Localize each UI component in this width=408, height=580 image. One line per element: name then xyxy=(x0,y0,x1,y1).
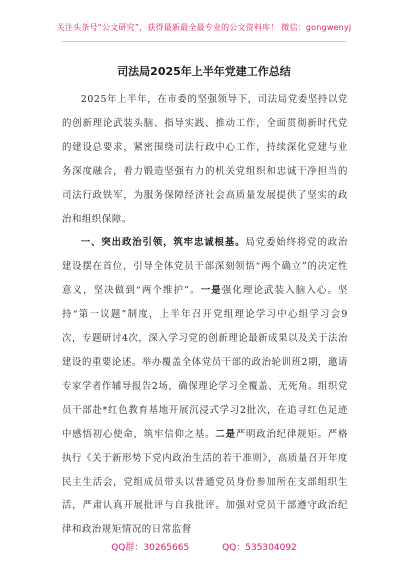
section1-emphasis-2: 二是 xyxy=(215,428,236,440)
header-banner: 关注头条号“公文研究”，获得最新最全最专业的公文资料库！ 微信：gongwenyj xyxy=(56,23,352,32)
header-divider xyxy=(62,41,346,42)
section1-text-1: 局党委始终将党的政治建设摆在首位，引导全体党员干部深刻领悟“两个确立”的决定性意义，坚决做到“两个维护”。 xyxy=(62,237,348,297)
section1-heading: 一、突出政治引领，筑牢忠诚根基。 xyxy=(80,237,246,249)
section1-paragraph xyxy=(62,231,348,542)
footer-qq: QQ：535304092 xyxy=(222,543,297,553)
document-body xyxy=(62,88,348,542)
intro-paragraph: 2025年上半年，在市委的坚强领导下，司法局党委坚持以党的创新理论武装头脑、指导实践、推动工作，全面贯彻新时代党的建设总要求，紧密围绕司法行政中心工作，持续深化党建与业务深度融合，着力锻造坚强有力的机关党组织和忠诚干净担当的司法行政铁军，为服务保障经济社会高质量发展提供了坚实的政治和组织保障。 xyxy=(62,94,348,225)
section1-emphasis-1: 一是 xyxy=(200,285,222,297)
section1-text-3: 严明政治纪律规矩。严格执行《关于新形势下党内政治生活的若干准则》，高质量召开年度民主生活会，党组成员带头以普通党员身份参加所在支部组织生活，严肃认真开展批评与自我批评。加强对党员干部遵守政治纪律和政治规矩情况的日常监督 xyxy=(62,428,348,536)
document-title: 司法局2025年上半年党建工作总结 xyxy=(117,65,291,78)
footer-contacts xyxy=(0,540,408,553)
section1-text-2: 强化理论武装入脑入心。坚持“第一议题”制度，上半年召开党组理论学习中心组学习会9次，专题研讨4次，深入学习党的创新理论最新成果以及关于法治建设的重要论述。举办覆盖全体党员干部的政治轮训班2期，邀请专家学者作辅导报告2场，确保理论学习全覆盖、无死角。组织党员干部赴*红色教育基地开展沉浸式学习2批次，在追寻红色足迹中感悟初心使命，筑牢信仰之基。 xyxy=(62,285,348,440)
footer-qq-group: QQ群：30265665 xyxy=(111,543,190,553)
